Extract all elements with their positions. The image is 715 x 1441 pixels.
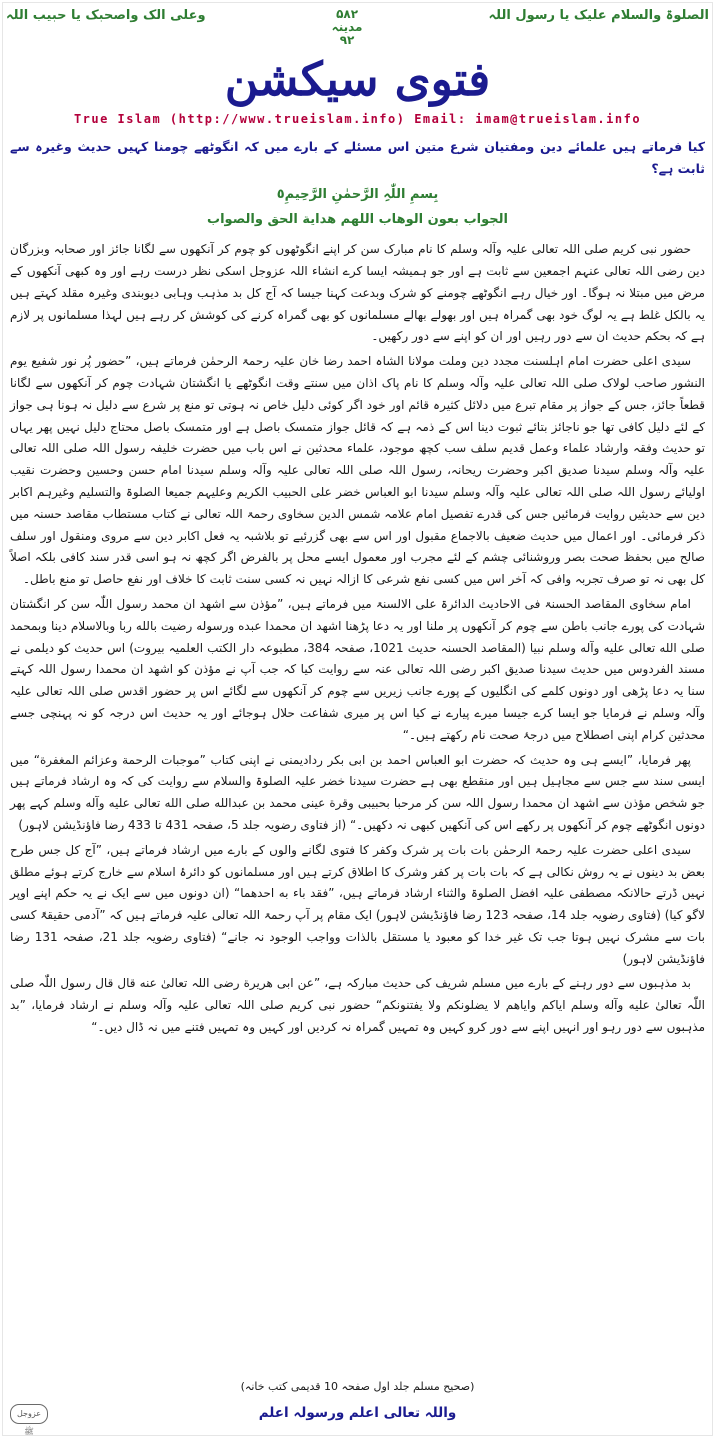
answer-paragraph: امام سخاوی المقاصد الحسنۃ فی الاحادیث الدائرۃ علی الالسنۃ میں فرماتے ہیں، ”مؤذن سے اشهد ان محمد رسول اللّٰہ سن کر انگشتان شہادت کی پورے جانب باطن سے چوم کر آنکھوں پر ملنا اور یہ دعا پڑھنا اشهد ان محمدا عبده ورسوله رضيت بالله ربا وبالاسلام دينا وبمحمد صلى الله تعالى عليه وآله وسلم نبيا (المقاصد الحسنہ حدیث 1021، صفحہ 384، مطبوعہ دار الکتب العلمیہ بیروت) اس حدیث کو دیلمی نے مسند الفردوس میں حدیث سیدنا صدیق اکبر رضی اللہ تعالی عنہ سے روایت کیا کہ جب آپ نے مؤذن کو اشهد ان محمدا رسول اللہ کہتے سنا یہ دعا پڑھی اور دونوں کلمے کی انگلیوں کے پورے جانب زیریں سے چوم کر آنکھوں سے لگائے اس پر حضور اقدس صلی اللہ تعالی علیہ وآلہ وسلم نے فرمایا جو ایسا کرے جیسا میرے پیارے نے کیا اس پر میری شفاعت حلال ہوجائے اور یہ حدیث اس درجہ کو نہ پہنچی جسے محدثین کرام اپنی اصطلاح میں درجۂ صحت نام رکھتے ہیں۔“ [10,596,705,742]
bismillah: بِسمِ اللّٰہِ الرَّحمٰنِ الرَّحِیمِ٥ [276,186,439,202]
answer-paragraph: سیدی اعلی حضرت علیہ رحمۃ الرحمٰن بات بات پر شرک وکفر کا فتوی لگانے والوں کے بارے میں ارشاد فرماتے ہیں، ”آج کل جس طرح بعض بد دینوں نے یہ روش نکالی ہے کہ بات بات پر کفر وشرک کا اطلاق کرتے ہیں اور مسلمانوں کو دائرۂ اسلام سے خارج کرتے ہوئے مطلق نہیں ڈرتے حالانکہ مصطفی علیہ افضل الصلوۃ والثناء ارشاد فرماتے ہیں، ”فقد باء به احدهما“ (ان دونوں میں سے ایک نے یہ حکم اپنے اوپر لاگو کیا) (فتاوی رضویہ جلد 14، صفحہ 123 رضا فاؤنڈیشن لاہور) ایک مقام پر آپ رحمۃ اللہ تعالی علیہ فرماتے ہیں کہ ”آدمی حقیقۃً کسی بات سے مشرک نہیں ہوتا جب تک غیر خدا کو معبود یا مستقل بالذات وواجب الوجود نہ جانے“ (فتاوی رضویہ جلد 21، صفحہ 131 رضا فاؤنڈیشن لاہور) [10,842,705,966]
salutation-right: الصلوۃ والسلام علیک یا رسول اللہ [488,8,709,23]
answer-heading: الجواب بعون الوهاب اللهم هداية الحق والصواب [207,212,508,228]
salutation-left: وعلی الک واصحبک یا حبیب اللہ [6,8,206,23]
answer-paragraph: بد مذہبوں سے دور رہنے کے بارے میں مسلم شریف کی حدیث مبارکہ ہے، ”عن ابی هريرة رضی اللہ تعالیٰ عنه قال قال رسول اللّٰہ صلی اللّٰہ تعالیٰ علیه وآله وسلم ایاکم وایاهم لا یضلونکم ولا یفتنونکم“ حضور نبی کریم صلی اللہ تعالی علیہ وآلہ وسلم نے ارشاد فرمایا، ”بد مذہبوں سے دور رہو اور انہیں اپنے سے دور کرو کہیں وہ تمہیں گمراہ نہ کردیں اور کہیں وہ تمہیں فتنے میں نہ ڈال دیں۔“ [10,976,705,1035]
question-text: کیا فرماتے ہیں علمائے دین ومفتیان شرع متین اس مسئلے کے بارے میں کہ انگوٹھے چومنا کہیں حدیث وغیرہ سے ثابت ہے؟ [10,139,705,176]
header-bar [6,8,709,48]
answer-paragraph: حضور نبی کریم صلی اللہ تعالی علیہ وآلہ وسلم کا نام مبارک سن کر اپنے انگوٹھوں کو چوم کر آنکھوں سے لگانا جائز اور صحابہ وبزرگان دین رضی اللہ تعالی عنہم اجمعین سے ثابت ہے اور جو ہمیشہ ایسا کرے انشاء اللہ عزوجل اسکی نظر درست رہے اور وہ کبھی آنکھوں کے مرض میں مبتلا نہ ہوگا۔ اور خیال رہے انگوٹھے چومنے کو شرک وبدعت کہنا جیسا کہ آج کل بد مذہب وہابی دیوبندی وغیرہ مقلد کہتے ہیں یہ بالکل غلط ہے یہ لوگ خود بھی گمراہ ہیں اور بھولے بھالے مسلمانوں کو بھی گمراہ کرنے کی کوشش کر رہے ہیں لہذا مسلمانوں پر لازم ہے کہ بحکم حدیث ان سے دور رہیں اور ان کو اپنے سے دور رکھیں۔ [10,242,705,344]
page-title: فتوی سیکشن [224,52,491,106]
page-number-line: ۵۸۲ [336,7,359,21]
seal-icon: عزوجل ﷺ [10,1404,48,1424]
page-number-line: مدینہ [331,20,363,34]
fatwa-body [10,136,705,1042]
answer-paragraph: سیدی اعلی حضرت امام اہلسنت مجدد دین وملت مولانا الشاہ احمد رضا خان علیہ رحمۃ الرحمٰن فرماتے ہیں، ”حضور پُر نور شفیع یوم النشور صاحب لولاک صلی اللہ تعالی علیہ وآلہ وسلم کا نام پاک اذان میں سنتے وقت انگوٹھے یا انگشتان شہادت چوم کر آنکھوں سے لگانا قطعاً جائز، جس کے جواز پر مقام تبرع میں دلائل کثیرہ قائم اور خود اگر کوئی دلیل خاص نہ ہوتی تو منع پر شرع سے دلیل نہ ہونا ہی جواز کے لئے دلیل کافی تھا جو ناجائز بتائے ثبوت دینا اس کے ذمہ ہے کہ قائل جواز متمسک باصل ہے اور متمسک باصل محتاج دلیل نہیں پھر یہاں تو حدیث وفقہ وارشاد علماء وعمل قدیم سلف سب کچھ موجود، علماء محدثین نے اس باب میں حضرت خلیفہ رسول اللہ صلی اللہ تعالی علیہ وآلہ وسلم سیدنا صدیق اکبر وحضرت ریحانہ، رسول اللہ صلی اللہ تعالی علیہ وآلہ وسلم سیدنا امام حسن وحسین وحضرت نقیب اولیائے رسول اللہ صلی اللہ تعالی علیہ وآلہ وسلم سیدنا ابو العباس خضر علی الحبیب الکریم وعلیہم جمیعا الصلوۃ والتسلیم وغیرہم اکابر دین سے حدیثیں روایت فرمائیں جس کی قدرے تفصیل امام علامہ شمس الدین سخاوی رحمۃ اللہ تعالی نے کتاب مستطاب مقاصد حسنہ میں ذکر فرمائی۔ اور اعمال میں حدیث ضعیف بالاجماع مقبول اور اس سے بھی گزرئیے تو بلاشبہ یہ فعل اکابر دین سے مروی ومنقول اور سلف صالح میں بحفظ صحت بصر وروشنائی چشم کے لئے مجرب اور معمول ایسے محل پر بالفرض اگر کچھ نہ ہو اسی قدر سند کافی بلکہ اصلاً کل بھی نہ تو صرف تجربہ وافی کہ آخر اس میں کسی نفع شرعی کا ازالہ نہیں نہ کسی سنت ثابت کا خلاف اور نفع حاصل تو منع باطل۔ [10,354,705,587]
contact-line[interactable]: True Islam (http://www.trueislam.info) Email: imam@trueislam.info [73,112,642,126]
footer-reference: (صحیح مسلم جلد اول صفحہ 10 قدیمی کتب خانہ) [240,1380,475,1393]
page-number [332,8,363,47]
answer-paragraph: پھر فرمایا، ”ایسے ہی وہ حدیث کہ حضرت ابو العباس احمد بن ابی بکر ردادیمنی نے اپنی کتاب ”موجبات الرحمة وعزائم المغفرة“ میں ایسی سند سے جس سے مجاہیل ہیں اور منقطع بھی ہے حضرت سیدنا خضر علیہ الصلوۃ والسلام سے روایت کی کہ وہ ارشاد فرماتے ہیں جو شخص مؤذن سے اشهد ان محمدا رسول اللہ سن کر مرحبا بحبیبی وقرة عینی محمد بن عبدالله صلى الله تعالى عليه وآله وسلم کہے پھر دونوں انگوٹھے چوم کر آنکھوں پر رکھے اس کی آنکھیں کبھی نہ دکھیں۔“ (از فتاوی رضویہ جلد 5، صفحہ 431 تا 433 رضا فاؤنڈیشن لاہور) [10,752,705,832]
page-number-line: ۹۲ [339,33,355,47]
closing-line: واللہ تعالی اعلم ورسولہ اعلم [258,1405,457,1421]
